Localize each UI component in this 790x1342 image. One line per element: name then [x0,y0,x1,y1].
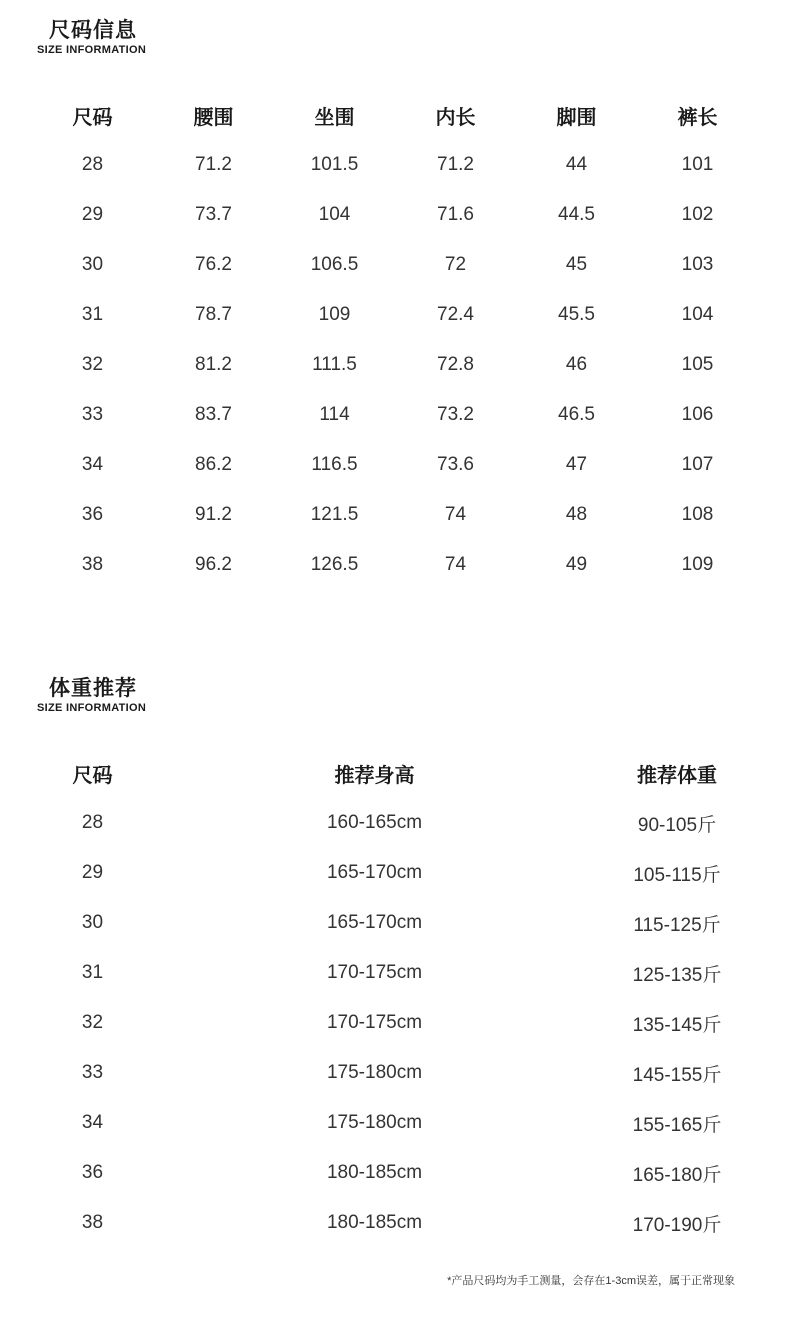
table-row [32,848,758,898]
table-cell: 102 [681,204,714,225]
table-cell: 101.5 [310,154,359,175]
table-row [32,240,758,290]
table-cell: 33 [81,1062,104,1083]
table-cell: 170-175cm [326,1012,423,1033]
table-cell: 145-155斤 [632,1064,722,1086]
table-row [32,390,758,440]
table-cell: 72 [444,254,467,275]
table-cell: 180-185cm [326,1212,423,1233]
column-header: 坐围 [314,106,355,129]
table-row [32,490,758,540]
table-cell: 126.5 [310,554,359,575]
table-cell: 73.7 [195,204,232,225]
table-row [32,540,758,590]
column-header: 推荐身高 [334,764,415,787]
table-cell: 91.2 [195,504,232,525]
table-cell: 45 [565,254,588,275]
table-cell: 71.6 [437,204,474,225]
table-cell: 44.5 [558,204,595,225]
table-cell: 28 [81,154,104,175]
table-cell: 46.5 [558,404,595,425]
table-cell: 38 [81,1212,104,1233]
column-header: 内长 [435,106,476,129]
table-cell: 170-190斤 [632,1214,722,1236]
size-table [32,90,758,590]
table-cell: 30 [81,912,104,933]
table-row [32,440,758,490]
table-row [32,340,758,390]
table-cell: 73.2 [437,404,474,425]
table-cell: 45.5 [558,304,595,325]
column-header: 尺码 [72,764,113,787]
table-cell: 106 [681,404,714,425]
table-cell: 165-170cm [326,862,423,883]
table-cell: 78.7 [195,304,232,325]
table-cell: 34 [81,454,104,475]
table-cell: 72.8 [437,354,474,375]
table-cell: 71.2 [195,154,232,175]
weight-table [32,748,758,1248]
table-cell: 34 [81,1112,104,1133]
table-cell: 90-105斤 [637,814,717,836]
size-section-subtitle: SIZE INFORMATION [37,44,147,56]
table-cell: 104 [318,204,351,225]
table-cell: 83.7 [195,404,232,425]
table-cell: 33 [81,404,104,425]
table-row [32,798,758,848]
table-cell: 76.2 [195,254,232,275]
table-cell: 114 [319,404,350,425]
table-cell: 115-125斤 [633,914,721,936]
table-cell: 155-165斤 [632,1114,722,1136]
table-header-row [32,748,758,798]
table-cell: 109 [681,554,714,575]
table-cell: 165-180斤 [632,1164,722,1186]
table-cell: 175-180cm [326,1112,423,1133]
table-row [32,1198,758,1248]
table-cell: 32 [81,354,104,375]
table-cell: 44 [565,154,588,175]
table-cell: 47 [565,454,588,475]
table-cell: 81.2 [195,354,232,375]
table-cell: 121.5 [310,504,359,525]
table-cell: 135-145斤 [632,1014,722,1036]
table-cell: 109 [318,304,351,325]
table-cell: 160-165cm [326,812,423,833]
table-cell: 73.6 [437,454,474,475]
table-cell: 49 [565,554,588,575]
table-row [32,898,758,948]
table-cell: 101 [681,154,714,175]
column-header: 尺码 [72,106,113,129]
table-cell: 48 [565,504,588,525]
table-cell: 105 [681,354,714,375]
table-row [32,190,758,240]
table-cell: 74 [444,554,467,575]
table-cell: 36 [81,1162,104,1183]
table-cell: 175-180cm [326,1062,423,1083]
table-cell: 29 [81,862,104,883]
table-cell: 103 [681,254,714,275]
table-cell: 108 [681,504,714,525]
table-cell: 74 [444,504,467,525]
size-section-title: 尺码信息 [49,19,137,42]
table-cell: 111.5 [312,354,357,375]
table-cell: 72.4 [437,304,474,325]
table-cell: 31 [81,304,104,325]
table-cell: 116.5 [311,454,358,475]
table-row [32,998,758,1048]
table-row [32,1148,758,1198]
table-cell: 106.5 [310,254,359,275]
table-cell: 36 [81,504,104,525]
table-cell: 30 [81,254,104,275]
weight-section-subtitle: SIZE INFORMATION [37,702,147,714]
table-row [32,1048,758,1098]
column-header: 脚围 [556,106,597,129]
table-row [32,948,758,998]
table-cell: 28 [81,812,104,833]
table-cell: 46 [565,354,588,375]
table-cell: 29 [81,204,104,225]
table-cell: 170-175cm [326,962,423,983]
table-cell: 32 [81,1012,104,1033]
table-cell: 104 [681,304,714,325]
column-header: 腰围 [193,106,234,129]
table-cell: 96.2 [195,554,232,575]
table-row [32,1098,758,1148]
table-cell: 125-135斤 [632,964,722,986]
table-row [32,140,758,190]
table-row [32,290,758,340]
table-cell: 31 [81,962,104,983]
weight-section-title: 体重推荐 [49,677,137,700]
table-cell: 107 [681,454,714,475]
table-cell: 165-170cm [326,912,423,933]
table-cell: 180-185cm [326,1162,423,1183]
table-cell: 86.2 [195,454,232,475]
table-cell: 71.2 [437,154,474,175]
table-header-row [32,90,758,140]
table-cell: 105-115斤 [633,864,721,886]
measurement-footnote: *产品尺码均为手工测量，会存在1-3cm误差，属于正常现象 [447,1275,735,1287]
table-cell: 38 [81,554,104,575]
column-header: 裤长 [677,106,718,129]
column-header: 推荐体重 [637,764,717,787]
